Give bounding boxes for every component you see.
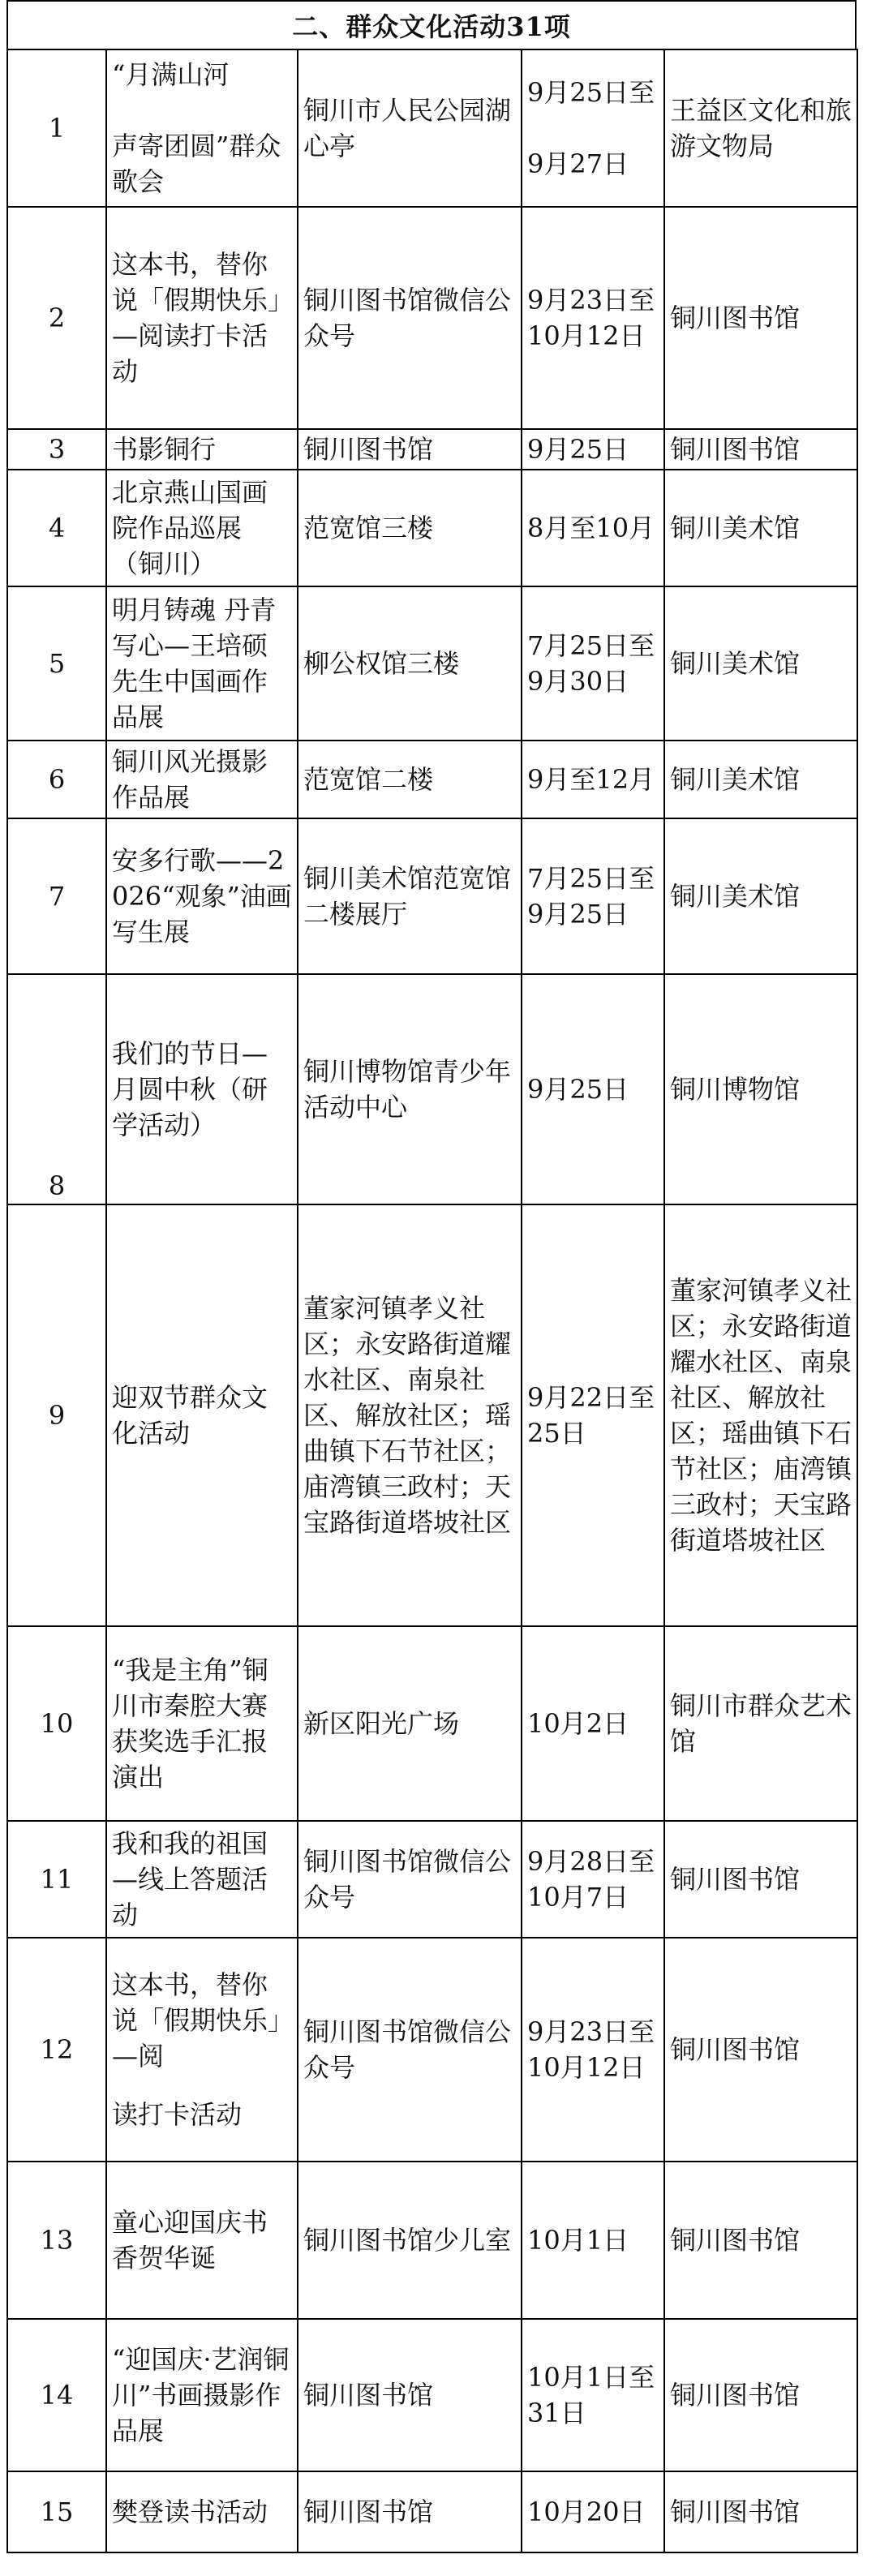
activity-organizer: 铜川图书馆 xyxy=(664,2162,857,2319)
row-number: 4 xyxy=(7,470,106,586)
activity-organizer: 铜川图书馆 xyxy=(664,1938,857,2162)
activity-time-line: 9月27日 xyxy=(527,148,629,179)
activity-name: 安多行歌——2026“观象”油画写生展 xyxy=(106,818,298,974)
activity-name-line: 这本书，替你说「假期快乐」—阅 xyxy=(112,1969,281,2072)
activity-organizer: 董家河镇孝义社区；永安路街道耀水社区、南泉社区、解放社区；瑶曲镇下石节社区；庙湾镇三政村；天宝路街道塔坡社区 xyxy=(664,1204,857,1626)
activity-name-line: “月满山河 xyxy=(112,59,230,90)
activity-organizer: 铜川图书馆 xyxy=(664,2471,857,2552)
activity-organizer: 铜川图书馆 xyxy=(664,1821,857,1938)
activity-time: 9月25日 xyxy=(522,974,664,1204)
activity-place: 铜川图书馆 xyxy=(298,2319,522,2471)
activity-time: 9月25日 xyxy=(522,429,664,470)
activity-name: 明月铸魂 丹青写心—王培硕先生中国画作品展 xyxy=(106,586,298,741)
table-row xyxy=(7,1821,857,1938)
table-row xyxy=(7,470,857,586)
row-number: 11 xyxy=(7,1821,106,1938)
table-row xyxy=(7,1938,857,2162)
activity-name: 童心迎国庆书香贺华诞 xyxy=(106,2162,298,2319)
activity-time: 9月28日至10月7日 xyxy=(522,1821,664,1938)
activity-organizer: 铜川美术馆 xyxy=(664,586,857,741)
table-row xyxy=(7,49,857,207)
activity-place: 范宽馆三楼 xyxy=(298,470,522,586)
table-row xyxy=(7,741,857,818)
activity-name: 书影铜行 xyxy=(106,429,298,470)
activity-table xyxy=(6,49,858,2553)
activity-place: 柳公权馆三楼 xyxy=(298,586,522,741)
activity-time: 10月2日 xyxy=(522,1626,664,1821)
activity-time: 8月至10月 xyxy=(522,470,664,586)
table-row xyxy=(7,1626,857,1821)
table-row xyxy=(7,207,857,429)
activity-place: 铜川图书馆微信公众号 xyxy=(298,207,522,429)
table-row xyxy=(7,2162,857,2319)
activity-organizer: 铜川图书馆 xyxy=(664,2319,857,2471)
row-number: 3 xyxy=(7,429,106,470)
activity-name-line: 读打卡活动 xyxy=(112,2099,243,2130)
table-row xyxy=(7,818,857,974)
activity-name: 樊登读书活动 xyxy=(106,2471,298,2552)
row-number: 8 xyxy=(7,974,106,1204)
activity-place: 范宽馆二楼 xyxy=(298,741,522,818)
activity-organizer: 铜川图书馆 xyxy=(664,429,857,470)
activity-place: 铜川美术馆范宽馆二楼展厅 xyxy=(298,818,522,974)
activity-name: 我和我的祖国—线上答题活动 xyxy=(106,1821,298,1938)
row-number: 9 xyxy=(7,1204,106,1626)
activity-time: 10月1日至31日 xyxy=(522,2319,664,2471)
row-number: 12 xyxy=(7,1938,106,2162)
activity-place: 铜川博物馆青少年活动中心 xyxy=(298,974,522,1204)
activity-time: 7月25日至9月25日 xyxy=(522,818,664,974)
activity-organizer: 铜川市群众艺术馆 xyxy=(664,1626,857,1821)
activity-time-line: 9月25日至 xyxy=(527,77,655,108)
table-row xyxy=(7,1204,857,1626)
activity-time: 10月1日 xyxy=(522,2162,664,2319)
activity-name: 我们的节日—月圆中秋（研学活动） xyxy=(106,974,298,1204)
row-number: 2 xyxy=(7,207,106,429)
row-number: 1 xyxy=(7,49,106,207)
activity-time: 9月23日至10月12日 xyxy=(522,1938,664,2162)
section-title: 二、群众文化活动31项 xyxy=(6,0,857,49)
activity-name xyxy=(106,1938,298,2162)
table-row xyxy=(7,974,857,1204)
row-number: 14 xyxy=(7,2319,106,2471)
activity-name: “我是主角”铜川市秦腔大赛获奖选手汇报演出 xyxy=(106,1626,298,1821)
activity-organizer: 铜川博物馆 xyxy=(664,974,857,1204)
row-number: 10 xyxy=(7,1626,106,1821)
activity-place: 铜川图书馆 xyxy=(298,2471,522,2552)
table-row xyxy=(7,586,857,741)
activity-name: 迎双节群众文化活动 xyxy=(106,1204,298,1626)
activity-place: 铜川图书馆微信公众号 xyxy=(298,1938,522,2162)
activity-time: 9月至12月 xyxy=(522,741,664,818)
activity-time xyxy=(522,49,664,207)
activity-time: 10月20日 xyxy=(522,2471,664,2552)
activity-name: “迎国庆·艺润铜川”书画摄影作品展 xyxy=(106,2319,298,2471)
activity-organizer: 铜川美术馆 xyxy=(664,818,857,974)
activity-place: 铜川市人民公园湖心亭 xyxy=(298,49,522,207)
table-row xyxy=(7,429,857,470)
activity-place: 新区阳光广场 xyxy=(298,1626,522,1821)
activity-organizer: 王益区文化和旅游文物局 xyxy=(664,49,857,207)
row-number: 15 xyxy=(7,2471,106,2552)
activity-organizer: 铜川美术馆 xyxy=(664,741,857,818)
activity-organizer: 铜川图书馆 xyxy=(664,207,857,429)
activity-name: 这本书，替你说「假期快乐」—阅读打卡活动 xyxy=(106,207,298,429)
activity-time: 9月22日至25日 xyxy=(522,1204,664,1626)
activity-name-line: 声寄团圆”群众歌会 xyxy=(112,131,281,197)
activity-place: 铜川图书馆少儿室 xyxy=(298,2162,522,2319)
activity-name: 北京燕山国画院作品巡展（铜川） xyxy=(106,470,298,586)
activity-organizer: 铜川美术馆 xyxy=(664,470,857,586)
activity-time: 7月25日至9月30日 xyxy=(522,586,664,741)
row-number: 6 xyxy=(7,741,106,818)
activity-table-sheet xyxy=(6,0,857,2553)
row-number: 7 xyxy=(7,818,106,974)
activity-time: 9月23日至10月12日 xyxy=(522,207,664,429)
row-number: 13 xyxy=(7,2162,106,2319)
table-row xyxy=(7,2319,857,2471)
row-number: 5 xyxy=(7,586,106,741)
table-row xyxy=(7,2471,857,2552)
activity-name: 铜川风光摄影作品展 xyxy=(106,741,298,818)
activity-name xyxy=(106,49,298,207)
activity-place: 铜川图书馆微信公众号 xyxy=(298,1821,522,1938)
activity-place: 铜川图书馆 xyxy=(298,429,522,470)
activity-place: 董家河镇孝义社区；永安路街道耀水社区、南泉社区、解放社区；瑶曲镇下石节社区；庙湾镇三政村；天宝路街道塔坡社区 xyxy=(298,1204,522,1626)
